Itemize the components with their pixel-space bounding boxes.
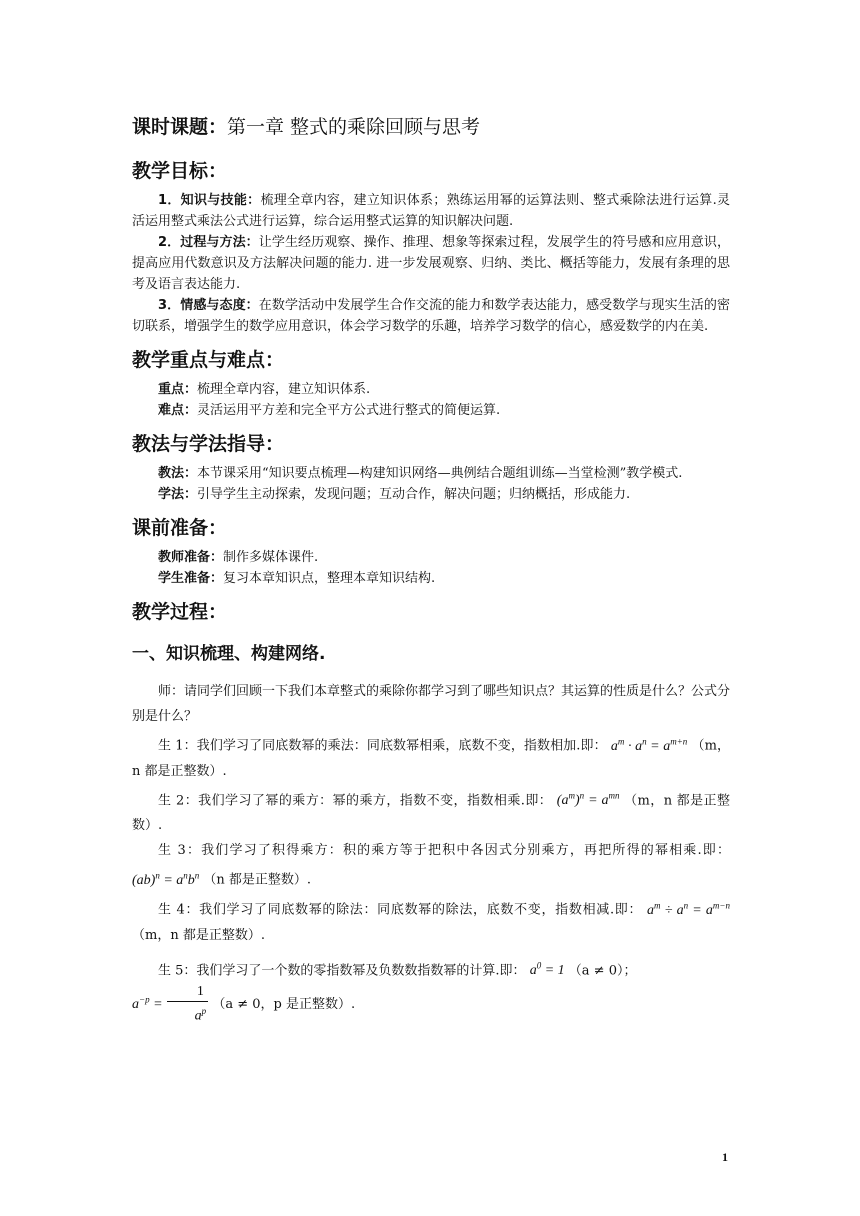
goal-1-text: 梳理全章内容，建立知识体系；熟练运用幂的运算法则、整式乘除法进行运算.灵活运用整式乘法公式进行运算，综合运用整式运算的知识解决问题.: [132, 193, 730, 229]
teaching-method-label: 教法：: [158, 466, 198, 481]
heading-key-points: 教学重点与难点：: [132, 349, 285, 371]
goal-3: [132, 295, 730, 337]
lesson-title: [132, 112, 730, 142]
goal-1-label: 1．知识与技能：: [158, 193, 261, 208]
teacher-prep: [132, 547, 730, 568]
student-2-condition: （m，n 都是正整数）.: [132, 793, 730, 834]
goal-1: [132, 190, 730, 232]
student-4-text: 生 4：我们学习了同底数幂的除法：同底数幂的除法，底数不变，指数相减.即：: [158, 902, 643, 918]
formula-negative-exponent-lhs: $a^{-p}$ =: [132, 994, 163, 1013]
lesson-title-label: 课时课题：: [132, 116, 228, 138]
part-1-heading: 一、知识梳理、构建网络.: [132, 644, 326, 664]
student-1-answer: [132, 729, 730, 784]
learning-method-text: 引导学生主动探索，发现问题；互动合作，解决问题；归纳概括，形成能力.: [197, 487, 631, 502]
student-5-condition-zero: （a ≠ 0）；: [568, 963, 637, 979]
student-3-answer: [132, 838, 730, 893]
formula-negative-exponent-fraction: $\frac{1}{a^p}$: [167, 983, 209, 1026]
formula-power-rule: $(a^m)^n = a^{mn}$: [556, 790, 620, 809]
student-2-answer: [132, 784, 730, 839]
student-prep: [132, 568, 730, 589]
key-point: [132, 379, 730, 400]
goal-3-text: 在数学活动中发展学生合作交流的能力和数学表达能力，感受数学与现实生活的密切联系，增强学生的数学应用意识，体会学习数学的乐趣，培养学习数学的信心，感爱数学的内在美.: [132, 298, 730, 334]
goal-2-label: 2．过程与方法：: [158, 235, 259, 250]
difficult-point: [132, 400, 730, 421]
student-prep-text: 复习本章知识点，整理本章知识结构.: [223, 571, 436, 586]
student-5-answer: [132, 954, 730, 1026]
teaching-method: [132, 463, 730, 484]
student-1-condition: （m，n 都是正整数）.: [132, 738, 731, 779]
student-5-text: 生 5：我们学习了一个数的零指数幂及负数数指数幂的计算.即：: [158, 963, 526, 979]
key-point-label: 重点：: [158, 382, 198, 397]
key-point-text: 梳理全章内容，建立知识体系.: [197, 382, 371, 397]
heading-preparation: 课前准备：: [132, 517, 228, 539]
difficult-point-label: 难点：: [158, 403, 198, 418]
heading-teaching-process: 教学过程：: [132, 601, 228, 623]
document-body: [132, 112, 730, 1026]
teacher-question: 师：请同学们回顾一下我们本章整式的乘除你都学习到了哪些知识点？其运算的性质是什么？公式分别是什么？: [132, 684, 731, 724]
heading-method: 教法与学法指导：: [132, 433, 285, 455]
heading-teaching-goals: 教学目标：: [132, 160, 228, 182]
student-3-condition: （n 都是正整数）.: [203, 872, 312, 888]
teaching-method-text: 本节课采用“知识要点梳理—构建知识网络—典例结合题组训练—当堂检测”教学模式.: [197, 466, 683, 481]
lesson-title-text: 第一章 整式的乘除回顾与思考: [227, 116, 481, 138]
student-3-text: 生 3：我们学习了积得乘方：积的乘方等于把积中各因式分别乘方，再把所得的幂相乘.即：: [158, 843, 730, 859]
goal-2: [132, 232, 730, 295]
formula-product-power: $(ab)^n = a^nb^n$: [132, 870, 200, 888]
goal-2-text: 让学生经历观察、操作、推理、想象等探索过程，发展学生的符号感和应用意识，提高应用代数意识及方法解决问题的能力. 进一步发展观察、归纳、类比、概括等能力，发展有条理的思考及语言表达能力.: [132, 235, 730, 292]
student-1-text: 生 1：我们学习了同底数幂的乘法：同底数幂相乘，底数不变，指数相加.即：: [158, 738, 607, 754]
learning-method: [132, 484, 730, 505]
student-2-text: 生 2：我们学习了幂的乘方：幂的乘方，指数不变，指数相乘.即：: [158, 793, 553, 809]
student-5-condition-negative: （a ≠ 0，p 是正整数）.: [212, 997, 356, 1013]
formula-zero-exponent: $a^0 = 1$: [529, 960, 565, 979]
student-4-answer: [132, 893, 730, 948]
teacher-prep-label: 教师准备：: [158, 550, 224, 565]
student-prep-label: 学生准备：: [158, 571, 224, 586]
teacher-prep-text: 制作多媒体课件.: [223, 550, 319, 565]
page-number: 1: [722, 1150, 728, 1164]
formula-product-rule: $a^m \cdot a^n = a^{m+n}$: [610, 736, 688, 754]
student-4-condition: （m，n 都是正整数）.: [132, 927, 265, 943]
formula-quotient-rule: $a^m \div a^n = a^{m-n}$: [647, 899, 730, 918]
goal-3-label: 3．情感与态度：: [158, 298, 259, 313]
learning-method-label: 学法：: [158, 487, 198, 502]
difficult-point-text: 灵活运用平方差和完全平方公式进行整式的简便运算.: [197, 403, 501, 418]
